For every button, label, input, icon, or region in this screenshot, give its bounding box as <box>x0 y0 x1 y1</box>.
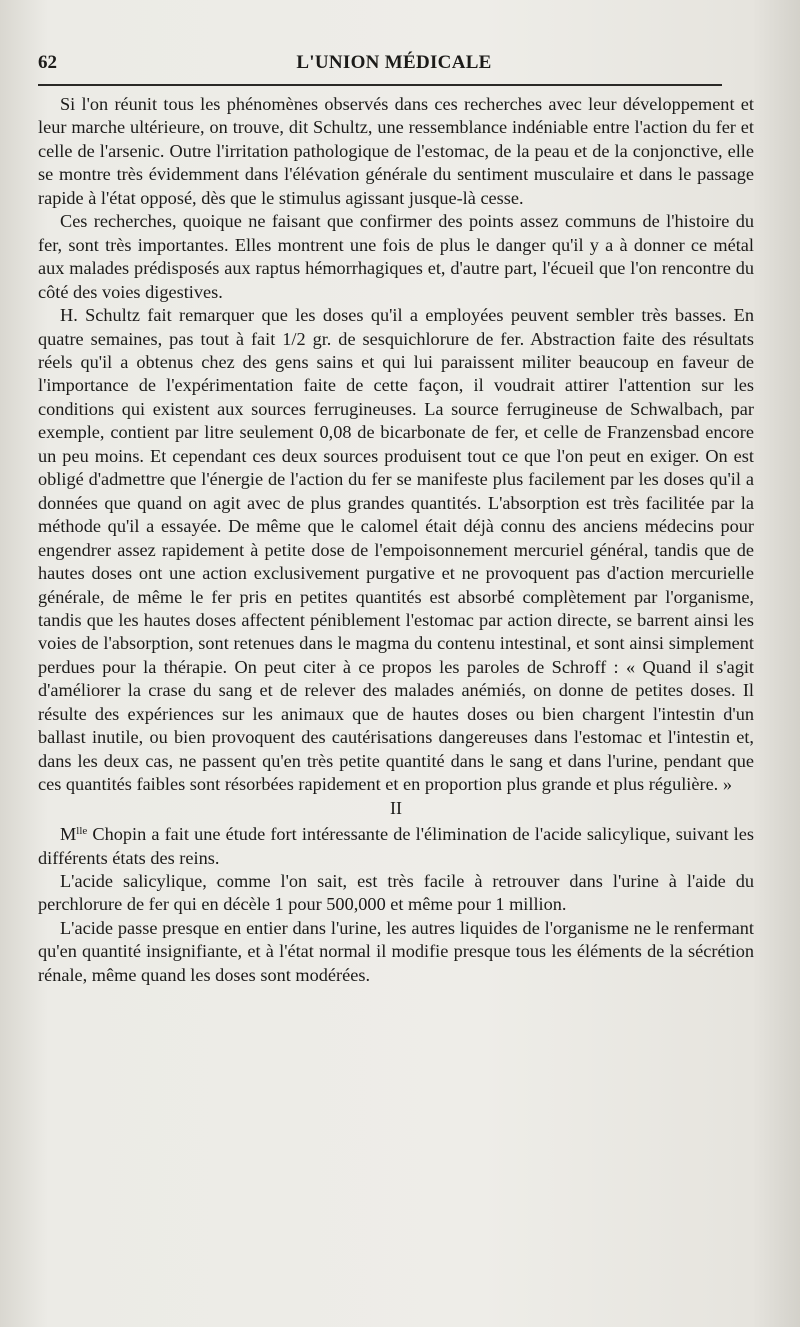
honorific-superscript: lle <box>76 825 88 838</box>
paragraph: L'acide salicylique, comme l'on sait, est très facile à retrouver dans l'urine à l'aide du perchlorure de fer qui en décèle 1 pour 500,000 et même pour 1 million. <box>38 870 754 915</box>
running-title: L'UNION MÉDICALE <box>296 52 492 73</box>
paragraph: H. Schultz fait remarquer que les doses qu'il a employées peuvent sembler très basses. En quatre semaines, pas tout à fait 1/2 gr. de sesquichlorure de fer. Abstraction faite des résultats réels qu'il a obtenus chez des gens sains et qui lui paraissent militer beaucoup en faveur de l'importance de l'expérimentation faite de cette façon, il voudrait attirer l'attention sur les conditions qui existent aux sources ferrugineuses. La source ferrugineuse de Schwalbach, par exemple, contient par litre seulement 0,08 de bicarbonate de fer, et celle de Franzensbad encore un peu moins. Et cependant ces deux sources produisent tout ce que l'on peut en exiger. On est obligé d'admettre que l'énergie de l'action du fer se manifeste plus facilement par les doses qu'il a données que quand on agit avec de plus grandes quantités. L'absorption est très facilitée par la méthode qu'il a essayée. De même que le calomel était déjà connu des anciens médecins pour engendrer assez rapidement à petite dose de l'empoisonnement mercuriel général, tandis que de hautes doses ont une action exclusivement purgative et ne provoquent pas d'action mercurielle générale, de même le fer pris en petites quantités est absorbé complètement par l'organisme, tandis que les hautes doses affectent péniblement l'estomac par action directe, se barrent ainsi les voies de l'absorption, sont retenues dans le magma du contenu intestinal, et sont ainsi simplement perdues pour la thérapie. On peut citer à ce propos les paroles de Schroff : « Quand il s'agit d'améliorer la crase du sang et de relever des malades anémiés, on donne de petites doses. Il résulte des expériences sur les animaux que de hautes doses ou bien chargent l'intestin d'un ballast inutile, ou bien provoquent des cautérisations dangereuses dans l'estomac et l'intestin et, dans les deux cas, ne passent qu'en très petite quantité dans le sang et dans l'urine, pendant que ces quantités faibles sont résorbées rapidement et en proportion plus grande et plus régulière. » <box>38 305 754 795</box>
section-heading: II <box>390 797 402 818</box>
page-number: 62 <box>38 52 57 73</box>
paragraph <box>38 820 754 870</box>
paragraph: Si l'on réunit tous les phénomènes observés dans ces recherches avec leur développement et leur marche ultérieure, on trouve, dit Schultz, une ressemblance indéniable entre l'action du fer et celle de l'arsenic. Outre l'irritation pathologique de l'estomac, de la peau et de la conjonctive, elle se montre très évidemment dans l'élévation générale du sentiment musculaire et dans le passage rapide à l'état opposé, dès que le stimulus agissant jusque-là cesse. <box>38 94 754 208</box>
paragraph: Ces recherches, quoique ne faisant que confirmer des points assez communs de l'histoire du fer, sont très importantes. Elles montrent une fois de plus le danger qu'il y a à donner ce métal aux malades prédisposés aux raptus hémorrhagiques et, d'autre part, l'écueil que l'on rencontre du côté des voies digestives. <box>38 211 754 302</box>
honorific: M <box>60 824 77 845</box>
article-body <box>38 93 754 987</box>
paragraph-text: Chopin a fait une étude fort intéressante de l'élimination de l'acide salicylique, suivant les différents états des reins. <box>38 824 754 868</box>
page-header <box>38 50 750 80</box>
header-rule <box>38 84 722 86</box>
paragraph: L'acide passe presque en entier dans l'urine, les autres liquides de l'organisme ne le renfermant qu'en quantité insignifiante, et à l'état normal il modifie presque tous les éléments de la sécrétion rénale, même quand les doses sont modérées. <box>38 917 754 985</box>
